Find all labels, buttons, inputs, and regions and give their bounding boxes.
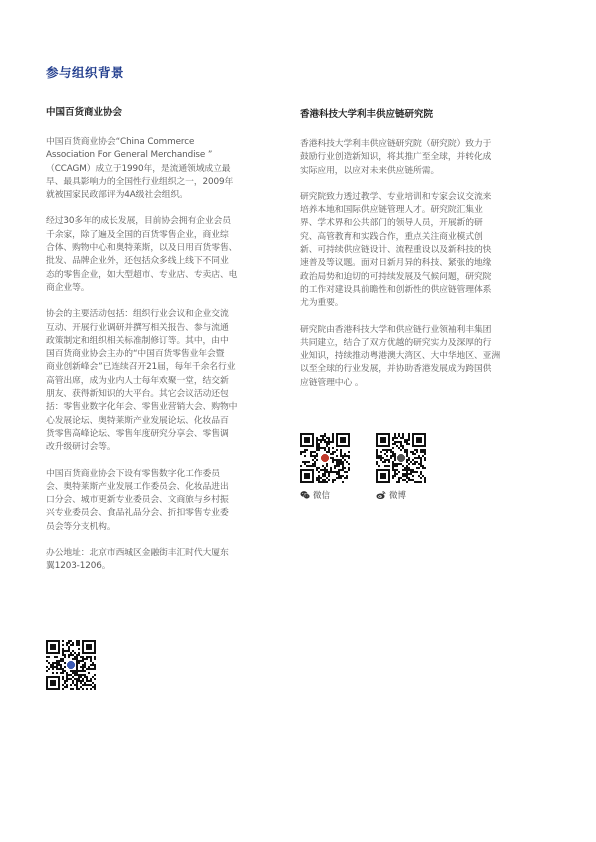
- cgcc-paragraph-members: 经过30多年的成长发展，目前协会拥有企业会员 千余家，除了遍及全国的百货零售企业，商业综 合体、购物中心和奥特莱斯，以及日用百货零售、 批发、品牌企业外，还包括众多线上线下不同业 态的零售企业，如大型超市、专业店、专卖店、电 商企业等。: [46, 216, 238, 293]
- cgcc-qr-code[interactable]: [46, 640, 96, 690]
- weibo-icon: [376, 490, 386, 500]
- hkust-qr-row: [300, 433, 426, 501]
- hkust-section: [300, 106, 532, 403]
- weibo-qr-item[interactable]: [376, 433, 426, 501]
- cgcc-paragraph-branches: 中国百货商业协会下设有零售数字化工作委员 会、奥特莱斯产业发展工作委员会、化妆品进出 口分会、城市更新专业委员会、文商旅与乡村振 兴专业委员会、食品礼品分会、折扣零售专业委 员会等分支机构。: [46, 468, 229, 532]
- wechat-qr-code[interactable]: [300, 433, 350, 483]
- cgcc-paragraph-intro: 中国百货商业协会“China Commerce Association For General Merchandise ” （CCAGM）成立于1990年，是流通领域成立最 早、最具影响力的全国性行业组织之一，2009年 就被国家民政部评为4A级社会组织。: [46, 137, 234, 201]
- wechat-label: 微信: [313, 491, 331, 501]
- cgcc-org-title: 中国百货商业协会: [46, 107, 123, 118]
- weibo-label: 微博: [389, 491, 407, 501]
- hkust-paragraph-founding: 研究院由香港科技大学和供应链行业领袖利丰集团 共同建立，结合了双方优越的研究实力及深厚的行 业知识，持续推动粤港澳大湾区、大中华地区、亚洲 以至全球的行业发展，并协助香港发展成为跨国供 应链管理中心 。: [300, 324, 501, 388]
- weibo-qr-code[interactable]: [376, 433, 426, 483]
- cgcc-paragraph-address: 办公地址：北京市西城区金融街丰汇时代大厦东 翼1203-1206。: [46, 548, 229, 572]
- hkust-paragraph-mission: 香港科技大学利丰供应链研究院（研究院）致力于 鼓励行业创造新知识，将其推广至全球，并转化成 实际应用，以应对未来供应链所需。: [300, 139, 492, 176]
- cgcc-paragraph-activities: 协会的主要活动包括：组织行业会议和企业交流 互动、开展行业调研并撰写相关报告、参与流通 政策制定和组织相关标准制修订等。其中，由中 国百货商业协会主办的“中国百货零售业年会暨 商业创新峰会”已连续召开21届，每年千余名行业 高管出席，成为业内人士每年欢聚一堂，结交新 朋友、获得新知识的大平台。其它会议活动还包 括：零售业数字化年会、零售业营销大会、购物中 心发展论坛、奥特莱斯产业发展论坛、化妆品百 货零售高峰论坛、零售年度研究分享会、零售调 改升级研讨会等。: [46, 309, 238, 453]
- hkust-org-title: 香港科技大学利丰供应链研究院: [300, 109, 434, 120]
- wechat-qr-item[interactable]: [300, 433, 350, 501]
- hkust-paragraph-education: 研究院致力透过教学、专业培训和专家会议交流来 培养本地和国际供应链管理人才。研究院汇集业 界、学术界和公共部门的领导人员，开展新的研 究、高管教育和实践合作，重点关注商业模式创 新、可持续供应链设计、流程重设以及新科技的快 速普及等议题。面对日新月异的科技、紧张的地缘 政治局势和迫切的可持续发展及气候问题，研究院 的工作对建设具前瞻性和创新性的供应链管理体系 尤为重要。: [300, 191, 492, 309]
- page-title: 参与组织背景: [46, 65, 125, 80]
- wechat-icon: [300, 490, 310, 500]
- cgcc-section: [46, 106, 278, 587]
